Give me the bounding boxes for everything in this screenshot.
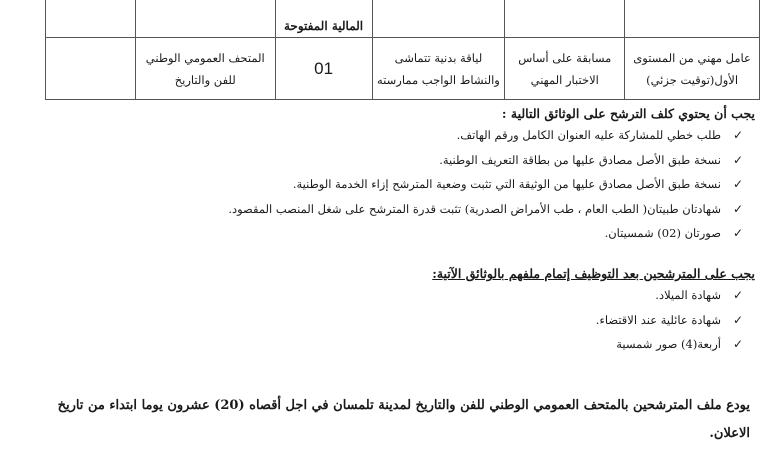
cell-count: 01 — [275, 38, 372, 100]
checkmark-icon: ✓ — [732, 152, 743, 167]
checkmark-icon: ✓ — [732, 288, 743, 302]
list-item: ✓طلب خطي للمشاركة عليه العنوان الكامل ورقم الهاتف. — [228, 123, 743, 148]
table-header-row — [46, 0, 760, 38]
cell-extra — [46, 38, 136, 100]
header-cell — [372, 0, 505, 38]
positions-table — [45, 0, 760, 100]
cell-condition: لياقة بدنية تتماشى والنشاط الواجب ممارسته — [372, 38, 505, 100]
list-item: ✓نسخة طبق الأصل مصادق عليها من بطاقة التعريف الوطنية. — [228, 148, 743, 173]
cell-institution: المتحف العمومي الوطني للفن والتاريخ — [135, 38, 275, 100]
section-heading: يجب أن يحتوي كلف الترشح على الوثائق التالية : — [501, 106, 755, 121]
list-item: ✓صورتان (02) شمسيتان. — [228, 221, 743, 246]
checkmark-icon: ✓ — [732, 177, 743, 191]
cell-recruitment-mode: مسابقة على أساس الاختبار المهني — [505, 38, 625, 100]
header-cell — [46, 0, 136, 38]
cell-position: عامل مهني من المستوى الأول(توقيت جزئي) — [625, 38, 760, 100]
list-item: ✓أربعة(4) صور شمسية — [432, 332, 743, 357]
checkmark-icon: ✓ — [732, 337, 743, 351]
header-cell-open-budget: المالية المفتوحة — [275, 0, 372, 38]
required-documents-section — [228, 106, 755, 246]
post-recruitment-documents-section — [432, 266, 755, 357]
checkmark-icon: ✓ — [732, 226, 743, 240]
header-cell — [135, 0, 275, 38]
checkmark-icon: ✓ — [732, 128, 743, 142]
table-row — [46, 38, 760, 100]
header-cell — [505, 0, 625, 38]
list-item: ✓نسخة طبق الأصل مصادق عليها من الوثيقة التي تثبت وضعية المترشح إزاء الخدمة الوطنية. — [228, 172, 743, 197]
list-item: ✓شهادتان طبيتان( الطب العام ، طب الأمراض الصدرية) تثبت قدرة المترشح على شغل المنصب المقصود. — [228, 197, 743, 222]
list-item: ✓شهادة الميلاد. — [432, 283, 743, 308]
list-item: ✓شهادة عائلية عند الاقتضاء. — [432, 308, 743, 333]
checkmark-icon: ✓ — [732, 312, 743, 327]
closing-paragraph: يودع ملف المترشحين بالمتحف العمومي الوطني للفن والتاريخ لمدينة تلمسان في اجل أقصاه (20) عشرون يوما ابتداء من تاريخ الاعلان. — [57, 398, 750, 441]
checkmark-icon: ✓ — [732, 201, 743, 216]
header-cell — [625, 0, 760, 38]
section-heading: يجب على المترشحين بعد التوظيف إتمام ملفهم بالوثائق الآتية: — [432, 266, 755, 281]
